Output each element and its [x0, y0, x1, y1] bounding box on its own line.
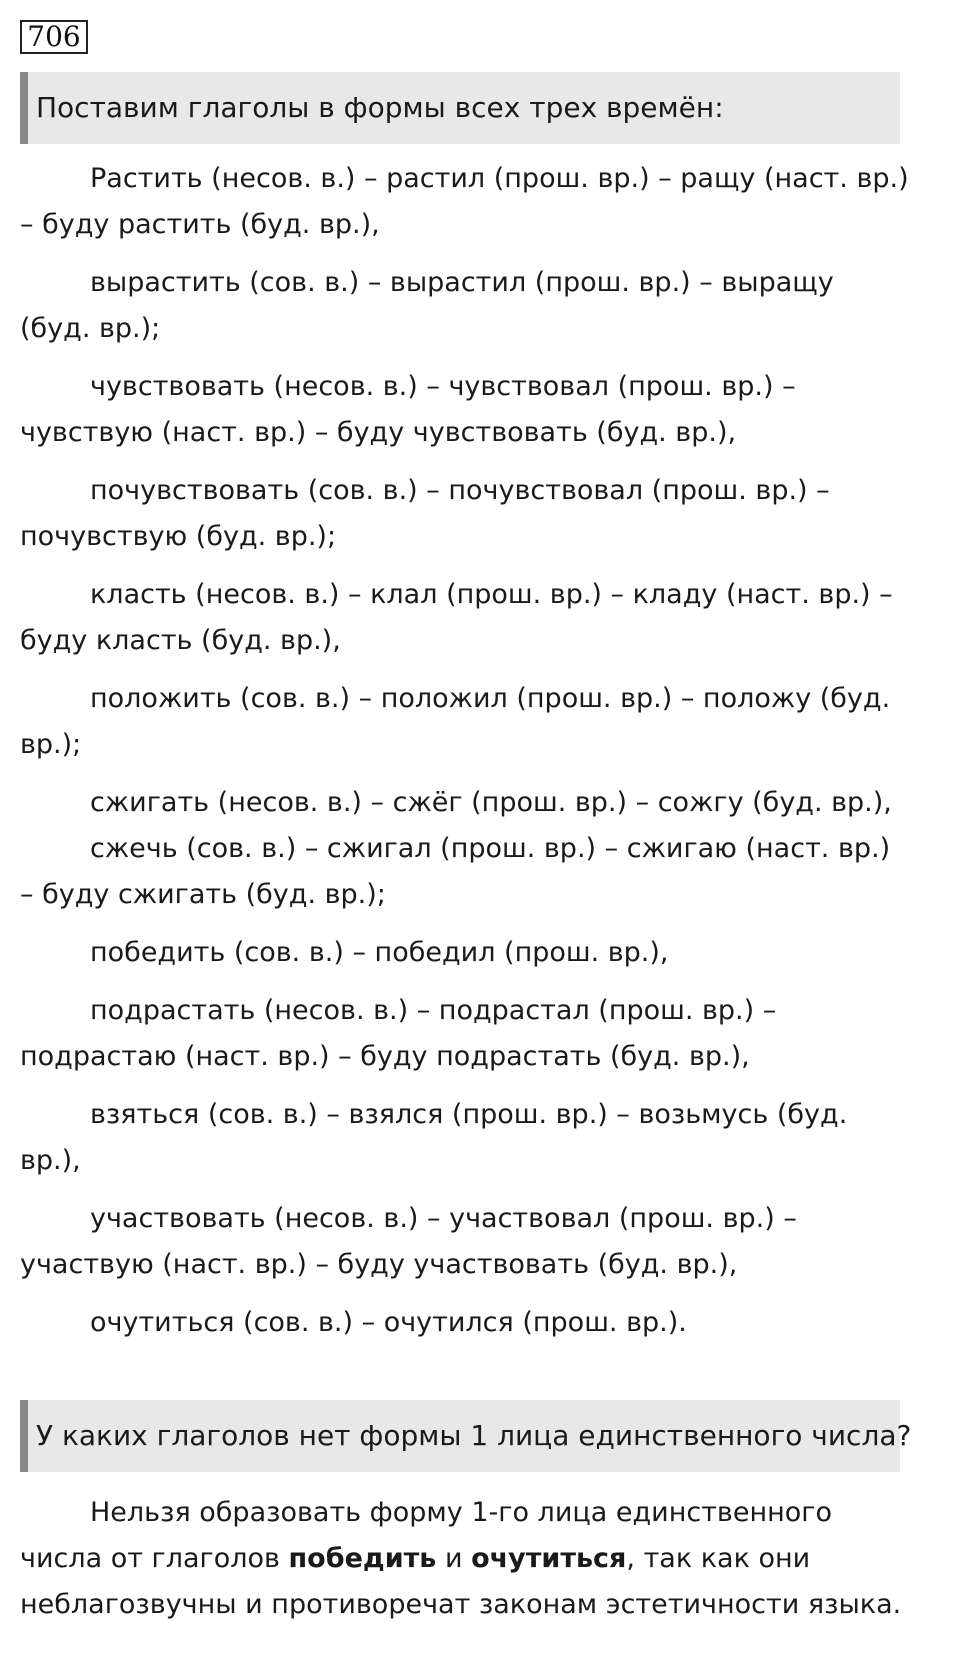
verb-entry-szhech: сжечь (сов. в.) – сжигал (прош. вр.) – сжигаю (наст. вр.) – буду сжигать (буд. вр.);: [20, 833, 891, 910]
verb-entry-pobedit: победить (сов. в.) – победил (прош. вр.),: [90, 937, 669, 968]
task-number-box: 706: [20, 20, 88, 54]
verb-entry-uchastvovat: участвовать (несов. в.) – участвовал (прош. вр.) – участвую (наст. вр.) – буду участвовать (буд. вр.),: [20, 1203, 797, 1280]
answer-text-part-3: , так как они неблагозвучны и противоречат законам эстетичности языка.: [20, 1543, 902, 1620]
verb-entry-polozhit: положить (сов. в.) – положил (прош. вр.) – положу (буд. вр.);: [20, 683, 891, 760]
verb-entry-szhigat: сжигать (несов. в.) – сжёг (прош. вр.) – сожгу (буд. вр.),: [90, 787, 892, 818]
answer-bold-pobedit: победить: [288, 1543, 437, 1574]
answer-paragraph: [20, 1490, 920, 1628]
answer-text-part-1: Нельзя образовать форму 1-го лица единственного числа от глаголов: [20, 1497, 832, 1574]
verb-entry-rastit: Растить (несов. в.) – растил (прош. вр.) – ращу (наст. вр.) – буду растить (буд. вр.),: [20, 163, 909, 240]
verb-entry-pochuvstvovat: почувствовать (сов. в.) – почувствовал (прош. вр.) – почувствую (буд. вр.);: [20, 475, 830, 552]
verb-entry-ochutitsya: очутиться (сов. в.) – очутился (прош. вр.).: [90, 1307, 687, 1338]
section-heading-verb-forms: Поставим глаголы в формы всех трех времён:: [20, 72, 900, 144]
verb-entry-vzyatsya: взяться (сов. в.) – взялся (прош. вр.) – возьмусь (буд. вр.),: [20, 1099, 848, 1176]
verb-entry-podrastat: подрастать (несов. в.) – подрастал (прош. вр.) – подрастаю (наст. вр.) – буду подрастать (буд. вр.),: [20, 995, 777, 1072]
verb-entry-chuvstvovat: чувствовать (несов. в.) – чувствовал (прош. вр.) – чувствую (наст. вр.) – буду чувствовать (буд. вр.),: [20, 371, 796, 448]
answer-text-part-2: и: [436, 1543, 472, 1574]
verb-entry-vyrastit: вырастить (сов. в.) – вырастил (прош. вр.) – выращу (буд. вр.);: [20, 267, 834, 344]
section-heading-first-person: У каких глаголов нет формы 1 лица единственного числа?: [20, 1400, 900, 1472]
answer-bold-ochutitsya: очутиться: [471, 1543, 627, 1574]
verb-entry-klast: класть (несов. в.) – клал (прош. вр.) – кладу (наст. вр.) – буду класть (буд. вр.),: [20, 579, 893, 656]
verb-forms-list: [20, 156, 920, 1358]
